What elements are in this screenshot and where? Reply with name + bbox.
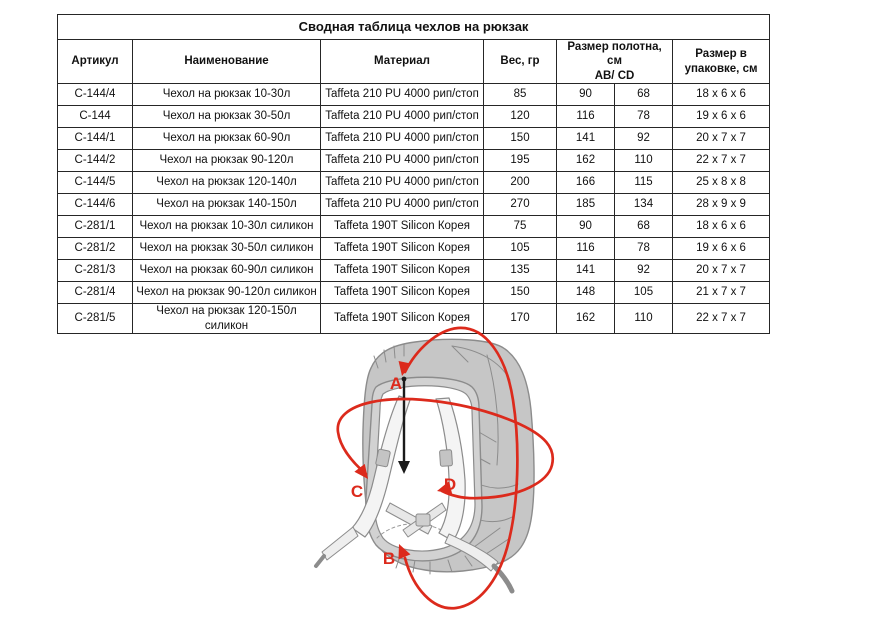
table-cell: 22 x 7 x 7 — [673, 304, 770, 334]
table-cell: Taffeta 190T Silicon Корея — [321, 282, 484, 304]
table-cell: Taffeta 190T Silicon Корея — [321, 216, 484, 238]
table-cell: Taffeta 210 PU 4000 рип/стоп — [321, 106, 484, 128]
table-cell: Чехол на рюкзак 60-90л — [133, 128, 321, 150]
table-cell: 135 — [484, 260, 557, 282]
table-cell: 85 — [484, 84, 557, 106]
table-cell: 68 — [615, 216, 673, 238]
table-cell: C-281/3 — [58, 260, 133, 282]
label-b: B — [382, 549, 396, 568]
table-cell: 92 — [615, 260, 673, 282]
table-cell: Чехол на рюкзак 120-150л силикон — [133, 304, 321, 334]
table-row — [58, 282, 770, 304]
table-cell: C-281/5 — [58, 304, 133, 334]
table-cell: C-281/4 — [58, 282, 133, 304]
table-cell: 120 — [484, 106, 557, 128]
hip-webbing-left — [322, 527, 358, 560]
table-cell: 115 — [615, 172, 673, 194]
table-row — [58, 260, 770, 282]
col-header-weight: Вес, гр — [484, 40, 557, 84]
table-cell: Чехол на рюкзак 10-30л — [133, 84, 321, 106]
table-cell: Taffeta 210 PU 4000 рип/стоп — [321, 84, 484, 106]
table-cell: 19 x 6 x 6 — [673, 106, 770, 128]
table-cell: Чехол на рюкзак 60-90л силикон — [133, 260, 321, 282]
table-row — [58, 172, 770, 194]
table-cell: C-281/2 — [58, 238, 133, 260]
table-cell: Taffeta 210 PU 4000 рип/стоп — [321, 150, 484, 172]
label-c: C — [350, 482, 364, 501]
table-cell: Taffeta 190T Silicon Корея — [321, 260, 484, 282]
table-cell: Чехол на рюкзак 10-30л силикон — [133, 216, 321, 238]
table-cell: Taffeta 190T Silicon Корея — [321, 304, 484, 334]
table-cell: 270 — [484, 194, 557, 216]
table-cell: Чехол на рюкзак 30-50л силикон — [133, 238, 321, 260]
table-cell: C-281/1 — [58, 216, 133, 238]
covers-summary-table — [57, 14, 770, 334]
table-cell: Чехол на рюкзак 140-150л — [133, 194, 321, 216]
col-header-article: Артикул — [58, 40, 133, 84]
table-cell: 116 — [557, 106, 615, 128]
table-cell: C-144/1 — [58, 128, 133, 150]
table-cell: Чехол на рюкзак 90-120л силикон — [133, 282, 321, 304]
table-cell: Чехол на рюкзак 30-50л — [133, 106, 321, 128]
table-row — [58, 150, 770, 172]
table-row — [58, 238, 770, 260]
table-cell: 162 — [557, 150, 615, 172]
table-cell: 116 — [557, 238, 615, 260]
package-size-line2: упаковке, см — [684, 62, 758, 75]
table-row — [58, 216, 770, 238]
col-header-material: Материал — [321, 40, 484, 84]
table-cell: 20 x 7 x 7 — [673, 260, 770, 282]
label-a: A — [389, 374, 403, 393]
hip-webbing-right-tail — [494, 566, 512, 591]
table-row — [58, 194, 770, 216]
backpack-measurement-diagram — [300, 318, 630, 619]
table-cell: 21 x 7 x 7 — [673, 282, 770, 304]
table-cell: 18 x 6 x 6 — [673, 216, 770, 238]
table-cell: 141 — [557, 260, 615, 282]
table-cell: 20 x 7 x 7 — [673, 128, 770, 150]
table-cell: C-144/4 — [58, 84, 133, 106]
table-cell: 200 — [484, 172, 557, 194]
table-cell: 166 — [557, 172, 615, 194]
strap-buckle-right — [439, 450, 452, 467]
table-row — [58, 128, 770, 150]
table-cell: 68 — [615, 84, 673, 106]
table-cell: C-144/2 — [58, 150, 133, 172]
table-cell: 25 x 8 x 8 — [673, 172, 770, 194]
label-d: D — [443, 475, 457, 494]
table-cell: 28 x 9 x 9 — [673, 194, 770, 216]
table-cell: 78 — [615, 238, 673, 260]
table-body — [58, 84, 770, 334]
hip-webbing-left-tail — [316, 556, 324, 566]
table-cell: 19 x 6 x 6 — [673, 238, 770, 260]
table-cell: 92 — [615, 128, 673, 150]
table-cell: Taffeta 210 PU 4000 рип/стоп — [321, 172, 484, 194]
table-cell: 170 — [484, 304, 557, 334]
webbing-buckle — [416, 514, 430, 526]
table-cell: 22 x 7 x 7 — [673, 150, 770, 172]
table-cell: 141 — [557, 128, 615, 150]
table-row — [58, 106, 770, 128]
fabric-size-line1: Размер полотна, см — [567, 41, 662, 68]
table-cell: 150 — [484, 282, 557, 304]
table-cell: Taffeta 210 PU 4000 рип/стоп — [321, 194, 484, 216]
table-cell: 90 — [557, 216, 615, 238]
table-cell: Taffeta 190T Silicon Корея — [321, 238, 484, 260]
table-cell: 162 — [557, 304, 615, 334]
table-cell: C-144/5 — [58, 172, 133, 194]
table-cell: 78 — [615, 106, 673, 128]
table-cell: 105 — [615, 282, 673, 304]
table-cell: C-144 — [58, 106, 133, 128]
table-cell: 185 — [557, 194, 615, 216]
table-cell: 150 — [484, 128, 557, 150]
col-header-package-size — [673, 40, 770, 84]
table-cell: Чехол на рюкзак 90-120л — [133, 150, 321, 172]
table-cell: 148 — [557, 282, 615, 304]
table-cell: 195 — [484, 150, 557, 172]
table-cell: 110 — [615, 150, 673, 172]
backpack-illustration — [300, 318, 630, 619]
table-cell: 90 — [557, 84, 615, 106]
table-cell: Чехол на рюкзак 120-140л — [133, 172, 321, 194]
table-cell: 110 — [615, 304, 673, 334]
strap-buckle-left — [375, 449, 390, 467]
table-title: Сводная таблица чехлов на рюкзак — [58, 15, 770, 40]
table-cell: 134 — [615, 194, 673, 216]
table-cell: Taffeta 210 PU 4000 рип/стоп — [321, 128, 484, 150]
table-row — [58, 84, 770, 106]
col-header-fabric-size — [557, 40, 673, 84]
table-cell: 75 — [484, 216, 557, 238]
table-cell: C-144/6 — [58, 194, 133, 216]
table-cell: 18 x 6 x 6 — [673, 84, 770, 106]
fabric-size-line2: АВ/ CD — [594, 69, 635, 82]
table-cell: 105 — [484, 238, 557, 260]
package-size-line1: Размер в — [695, 48, 747, 61]
col-header-name: Наименование — [133, 40, 321, 84]
